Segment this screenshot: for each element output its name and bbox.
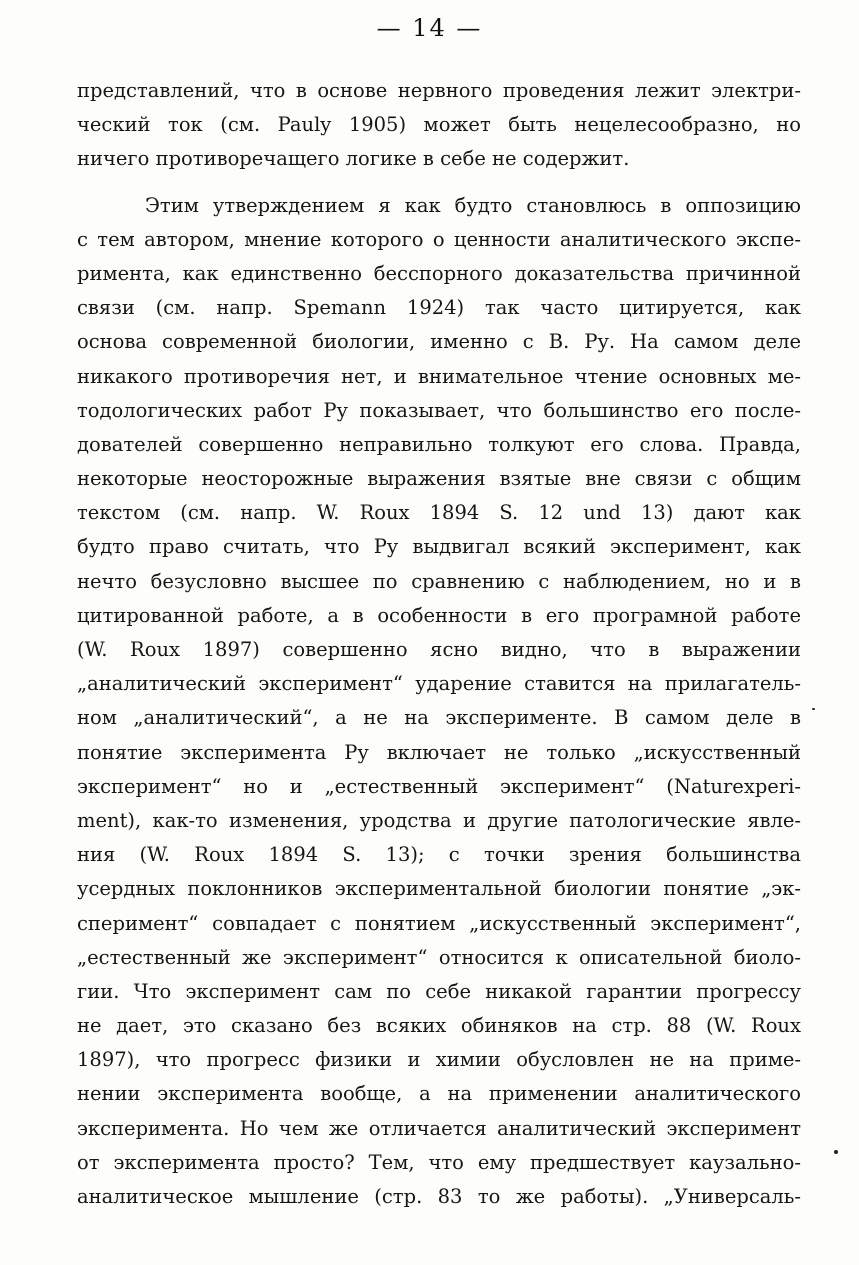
text-line: цитированной работе, а в особенности в его програмной работе xyxy=(77,603,801,627)
ink-speck xyxy=(834,1150,838,1154)
text-line: аналитическое мышление (стр. 83 то же работы). „Универсаль- xyxy=(77,1185,801,1208)
text-line: эксперимента. Но чем же отличается аналитический эксперимент xyxy=(77,1116,801,1140)
text-line: „естественный же эксперимент“ относится к описательной биоло- xyxy=(77,945,801,969)
text-line: эксперимент“ но и „естественный эксперимент“ (Naturexperi- xyxy=(77,774,801,798)
text-line: тодологических работ Ру показывает, что большинство его после- xyxy=(77,398,801,422)
text-line: некоторые неосторожные выражения взятые вне связи с общим xyxy=(77,467,801,491)
paragraph-1 xyxy=(77,74,801,177)
text-line: (W. Roux 1897) совершенно ясно видно, что в выражении xyxy=(77,638,801,661)
text-line: нении эксперимента вообще, а на применении аналитического xyxy=(77,1082,801,1106)
text-line: будто право считать, что Ру выдвигал всякий эксперимент, как xyxy=(77,535,801,559)
ink-speck xyxy=(812,708,815,710)
text-line: ческий ток (см. Pauly 1905) может быть нецелесообразно, но xyxy=(77,113,801,137)
text-line: от эксперимента просто? Тем, что ему предшествует каузально- xyxy=(77,1150,801,1174)
text-line: римента, как единственно бесспорного доказательства причинной xyxy=(77,261,801,285)
body-text xyxy=(77,74,801,1214)
paragraph-gap xyxy=(77,177,801,189)
text-line: ния (W. Roux 1894 S. 13); с точки зрения большинства xyxy=(77,843,801,867)
text-line: не дает, это сказано без всяких обиняков на стр. 88 (W. Roux xyxy=(77,1014,801,1038)
text-line: нечто безусловно высшее по сравнению с наблюдением, но и в xyxy=(77,569,801,593)
text-line: ничего противоречащего логике в себе не содержит. xyxy=(77,147,630,171)
text-line: понятие эксперимента Ру включает не только „искусственный xyxy=(77,740,801,764)
text-line: основа современной биологии, именно с В. Ру. На самом деле xyxy=(77,330,801,354)
text-line: сперимент“ совпадает с понятием „искусственный эксперимент“, xyxy=(77,911,801,935)
text-line: ном „аналитический“, а не на эксперименте. В самом деле в xyxy=(77,706,801,730)
text-line: усердных поклонников экспериментальной биологии понятие „эк- xyxy=(77,877,801,901)
text-line: ment), как-то изменения, уродства и другие патологические явле- xyxy=(77,808,801,832)
text-line: никакого противоречия нет, и внимательное чтение основных ме- xyxy=(77,364,801,388)
text-line: Этим утверждением я как будто становлюсь в оппозицию xyxy=(145,193,801,217)
text-line: 1897), что прогресс физики и химии обусловлен не на приме- xyxy=(77,1048,801,1072)
text-line: текстом (см. напр. W. Roux 1894 S. 12 und 13) дают как xyxy=(77,501,801,525)
text-line: с тем автором, мнение которого о ценности аналитического экспе- xyxy=(77,227,801,251)
paragraph-2 xyxy=(77,189,801,1215)
text-line: „аналитический эксперимент“ ударение ставится на прилагатель- xyxy=(77,672,801,696)
text-line: связи (см. напр. Spemann 1924) так часто цитируется, как xyxy=(77,296,801,320)
text-line: представлений, что в основе нервного проведения лежит электри- xyxy=(77,79,801,102)
page-number: — 14 — xyxy=(376,14,483,42)
text-line: гии. Что эксперимент сам по себе никакой гарантии прогрессу xyxy=(77,979,801,1003)
text-line: дователей совершенно неправильно толкуют его слова. Правда, xyxy=(77,432,801,456)
